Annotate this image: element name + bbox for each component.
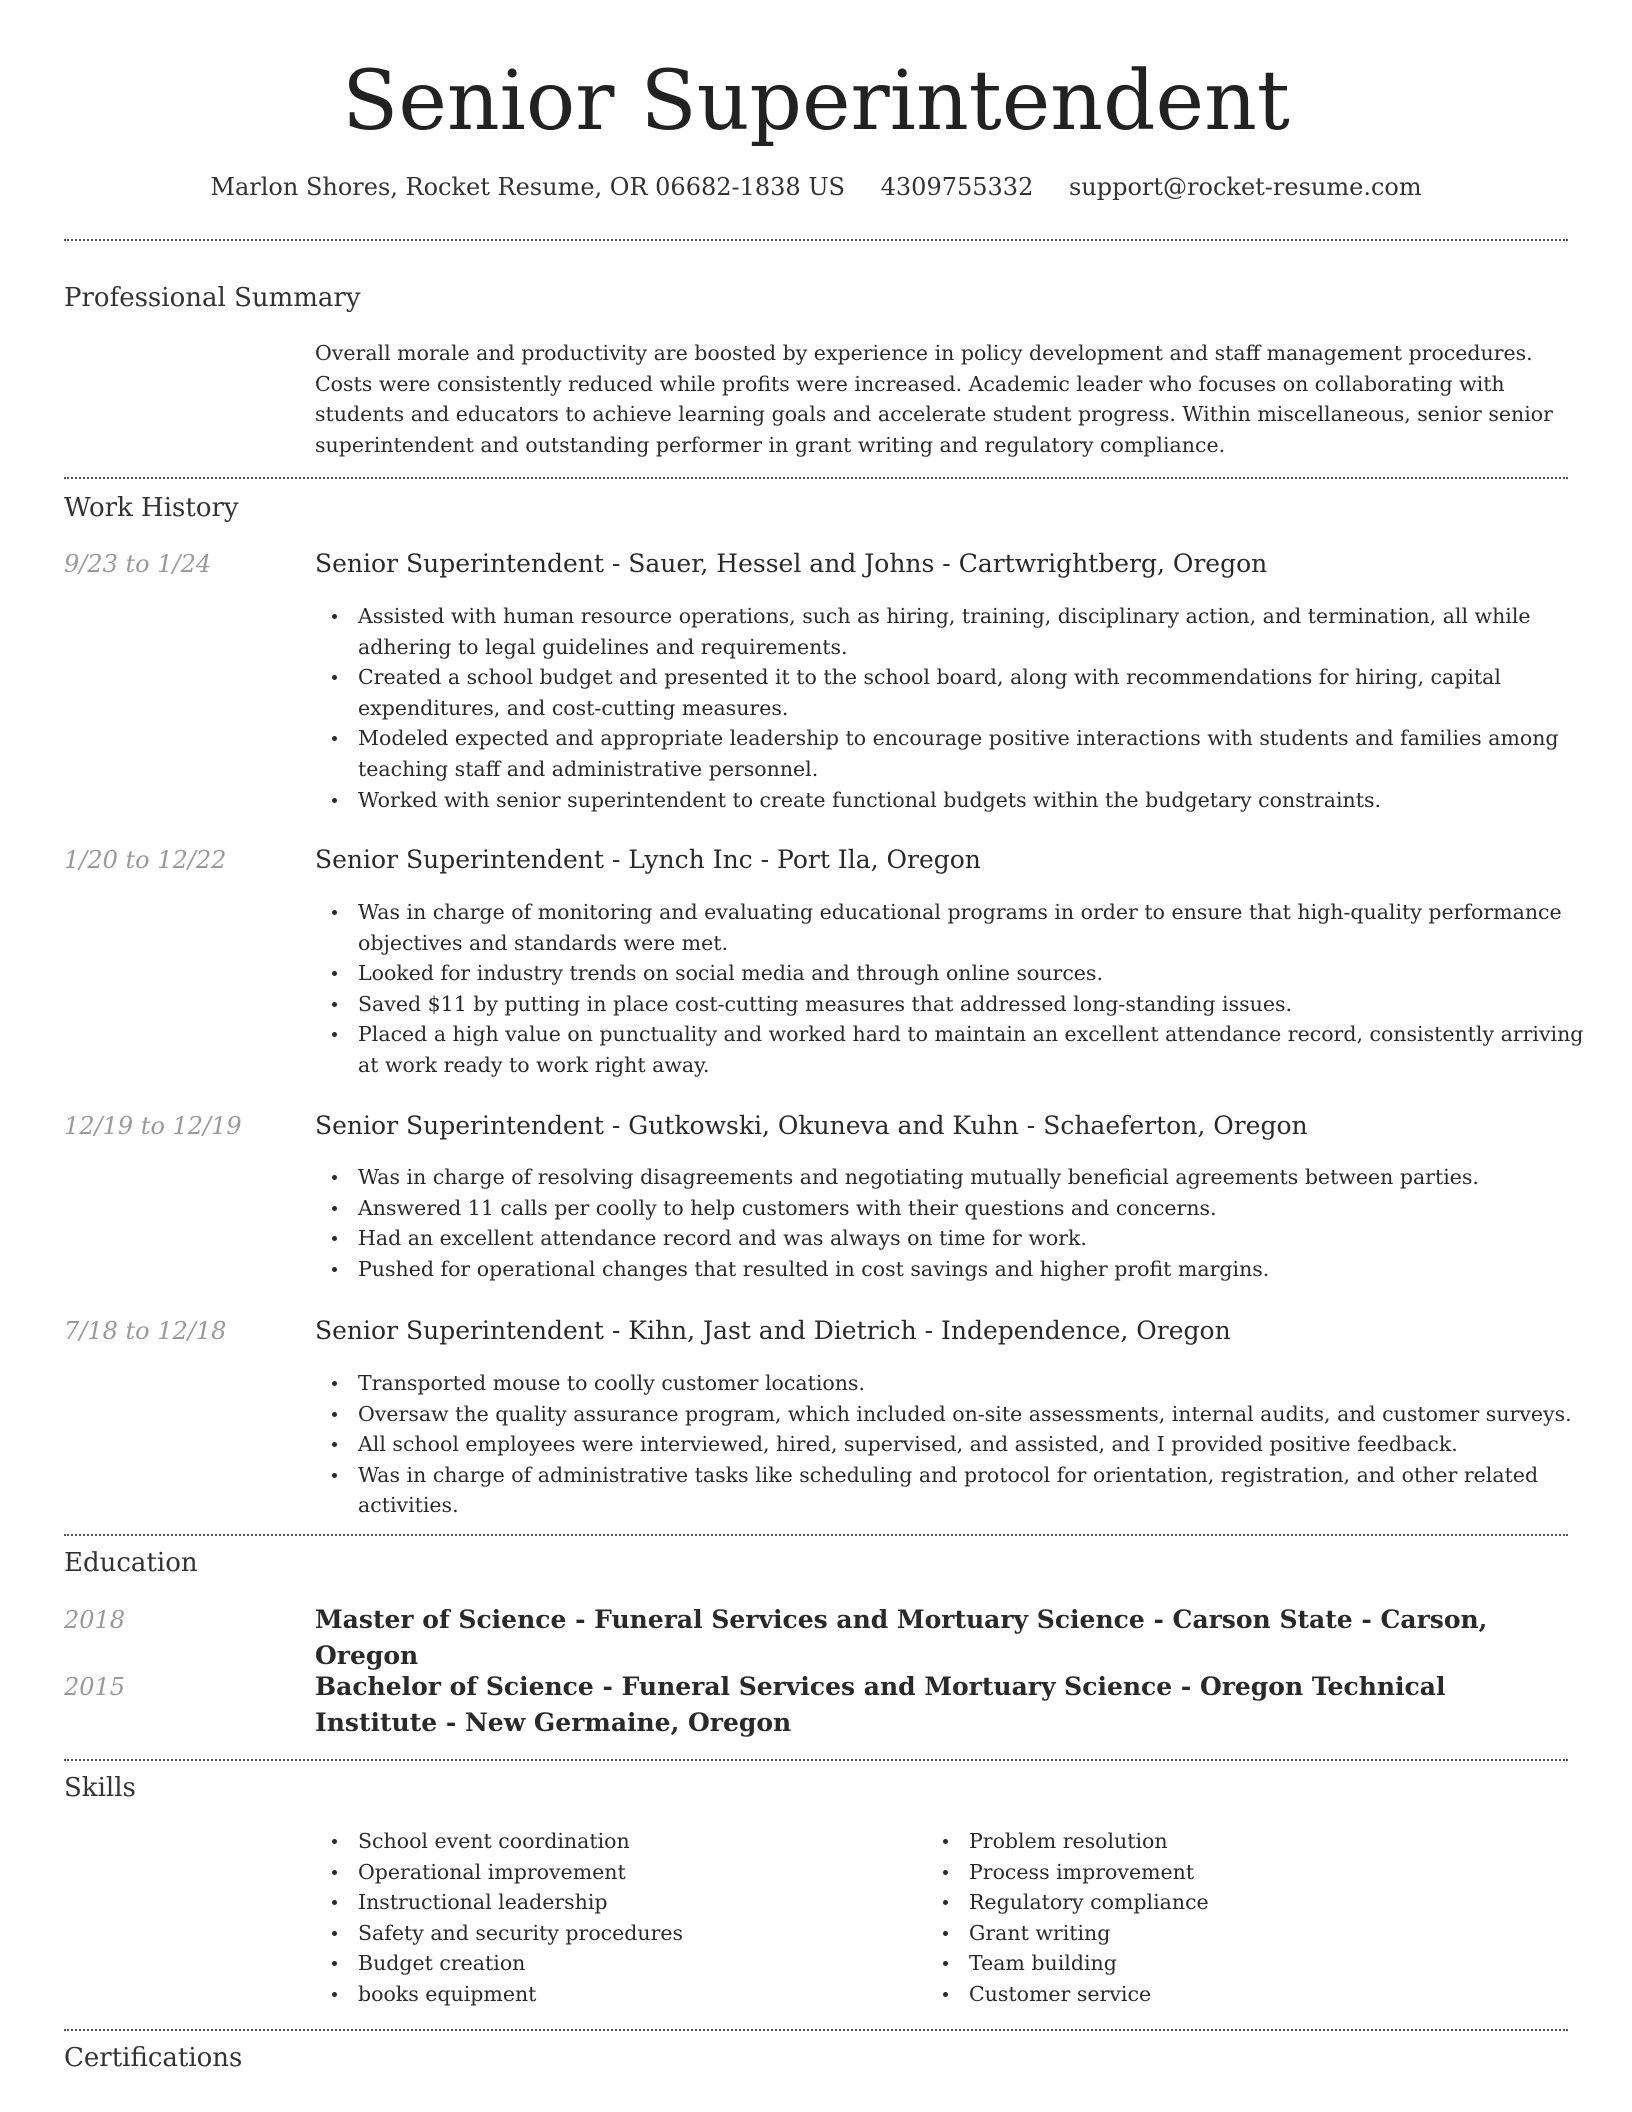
skill-item: Grant writing bbox=[969, 1918, 1569, 1949]
job-bullets bbox=[315, 601, 1608, 815]
job-dates: 12/19 to 12/19 bbox=[64, 1112, 242, 1140]
job-bullets bbox=[315, 1368, 1608, 1521]
education-heading: Bachelor of Science - Funeral Services and Mortuary Science - Oregon Technical Institute - New Germaine, Oregon bbox=[315, 1672, 1446, 1737]
skills-list-left bbox=[315, 1826, 918, 2010]
resume-name: Senior Superintendent bbox=[342, 54, 1290, 149]
summary-text: Overall morale and productivity are boosted by experience in policy development and staff management procedures. Costs were consistently reduced while profits were increased. Academic leader who focuses on collaborating with students and educators to achieve learning goals and accelerate student progress. Within miscellaneous, senior senior superintendent and outstanding performer in grant writing and regulatory compliance. bbox=[315, 341, 1553, 457]
section-divider bbox=[64, 1759, 1568, 1761]
list-item: Oversaw the quality assurance program, which included on-site assessments, internal audits, and customer surveys. bbox=[358, 1399, 1608, 1430]
skill-item: Budget creation bbox=[358, 1948, 918, 1979]
list-item: Placed a high value on punctuality and worked hard to maintain an excellent attendance record, consistently arriving at work ready to work right away. bbox=[358, 1019, 1608, 1080]
list-item: Transported mouse to coolly customer locations. bbox=[358, 1368, 1608, 1399]
section-divider bbox=[64, 2029, 1568, 2031]
section-title-certifications: Certifications bbox=[64, 2043, 243, 2073]
skill-item: Process improvement bbox=[969, 1857, 1569, 1888]
skill-item: Team building bbox=[969, 1948, 1569, 1979]
skill-item: School event coordination bbox=[358, 1826, 918, 1857]
skill-item: Problem resolution bbox=[969, 1826, 1569, 1857]
contact-line bbox=[0, 170, 1632, 204]
contact-email: support@rocket-resume.com bbox=[1068, 173, 1422, 201]
skills-list-right bbox=[926, 1826, 1569, 2010]
job-dates: 7/18 to 12/18 bbox=[64, 1317, 227, 1345]
section-divider bbox=[64, 477, 1568, 479]
skill-item: Regulatory compliance bbox=[969, 1887, 1569, 1918]
skill-item: Operational improvement bbox=[358, 1857, 918, 1888]
contact-address: Marlon Shores, Rocket Resume, OR 06682-1838 US bbox=[210, 173, 845, 201]
section-divider bbox=[64, 1534, 1568, 1536]
section-divider bbox=[64, 239, 1568, 241]
section-title-summary: Professional Summary bbox=[64, 283, 361, 313]
section-title-education: Education bbox=[64, 1548, 198, 1578]
list-item: Saved $11 by putting in place cost-cutting measures that addressed long-standing issues. bbox=[358, 989, 1608, 1020]
skill-item: books equipment bbox=[358, 1979, 918, 2010]
job-dates: 1/20 to 12/22 bbox=[64, 846, 227, 874]
list-item: Pushed for operational changes that resulted in cost savings and higher profit margins. bbox=[358, 1254, 1608, 1285]
section-title-work-history: Work History bbox=[64, 493, 239, 523]
list-item: Answered 11 calls per coolly to help customers with their questions and concerns. bbox=[358, 1193, 1608, 1224]
list-item: Created a school budget and presented it to the school board, along with recommendations for hiring, capital expenditures, and cost-cutting measures. bbox=[358, 662, 1608, 723]
job-bullets bbox=[315, 1162, 1608, 1284]
list-item: Was in charge of monitoring and evaluating educational programs in order to ensure that high-quality performance objectives and standards were met. bbox=[358, 897, 1608, 958]
list-item: Assisted with human resource operations, such as hiring, training, disciplinary action, and termination, all while adhering to legal guidelines and requirements. bbox=[358, 601, 1608, 662]
list-item: Had an excellent attendance record and was always on time for work. bbox=[358, 1223, 1608, 1254]
list-item: Was in charge of administrative tasks like scheduling and protocol for orientation, registration, and other related activities. bbox=[358, 1460, 1608, 1521]
education-heading: Master of Science - Funeral Services and Mortuary Science - Carson State - Carson, Oregon bbox=[315, 1605, 1488, 1670]
list-item: Modeled expected and appropriate leadership to encourage positive interactions with students and families among teaching staff and administrative personnel. bbox=[358, 723, 1608, 784]
education-year: 2018 bbox=[64, 1606, 126, 1634]
skill-item: Instructional leadership bbox=[358, 1887, 918, 1918]
section-title-skills: Skills bbox=[64, 1773, 136, 1803]
job-heading: Senior Superintendent - Gutkowski, Okuneva and Kuhn - Schaeferton, Oregon bbox=[315, 1111, 1308, 1140]
skill-item: Safety and security procedures bbox=[358, 1918, 918, 1949]
education-year: 2015 bbox=[64, 1673, 126, 1701]
job-dates: 9/23 to 1/24 bbox=[64, 550, 212, 578]
skill-item: Customer service bbox=[969, 1979, 1569, 2010]
job-bullets bbox=[315, 897, 1608, 1081]
list-item: Worked with senior superintendent to create functional budgets within the budgetary constraints. bbox=[358, 785, 1608, 816]
job-heading: Senior Superintendent - Kihn, Jast and Dietrich - Independence, Oregon bbox=[315, 1316, 1231, 1345]
list-item: Was in charge of resolving disagreements and negotiating mutually beneficial agreements between parties. bbox=[358, 1162, 1608, 1193]
list-item: Looked for industry trends on social media and through online sources. bbox=[358, 958, 1608, 989]
job-heading: Senior Superintendent - Lynch Inc - Port Ila, Oregon bbox=[315, 845, 981, 874]
list-item: All school employees were interviewed, hired, supervised, and assisted, and I provided positive feedback. bbox=[358, 1429, 1608, 1460]
contact-phone: 4309755332 bbox=[880, 173, 1034, 201]
job-heading: Senior Superintendent - Sauer, Hessel and Johns - Cartwrightberg, Oregon bbox=[315, 549, 1268, 578]
